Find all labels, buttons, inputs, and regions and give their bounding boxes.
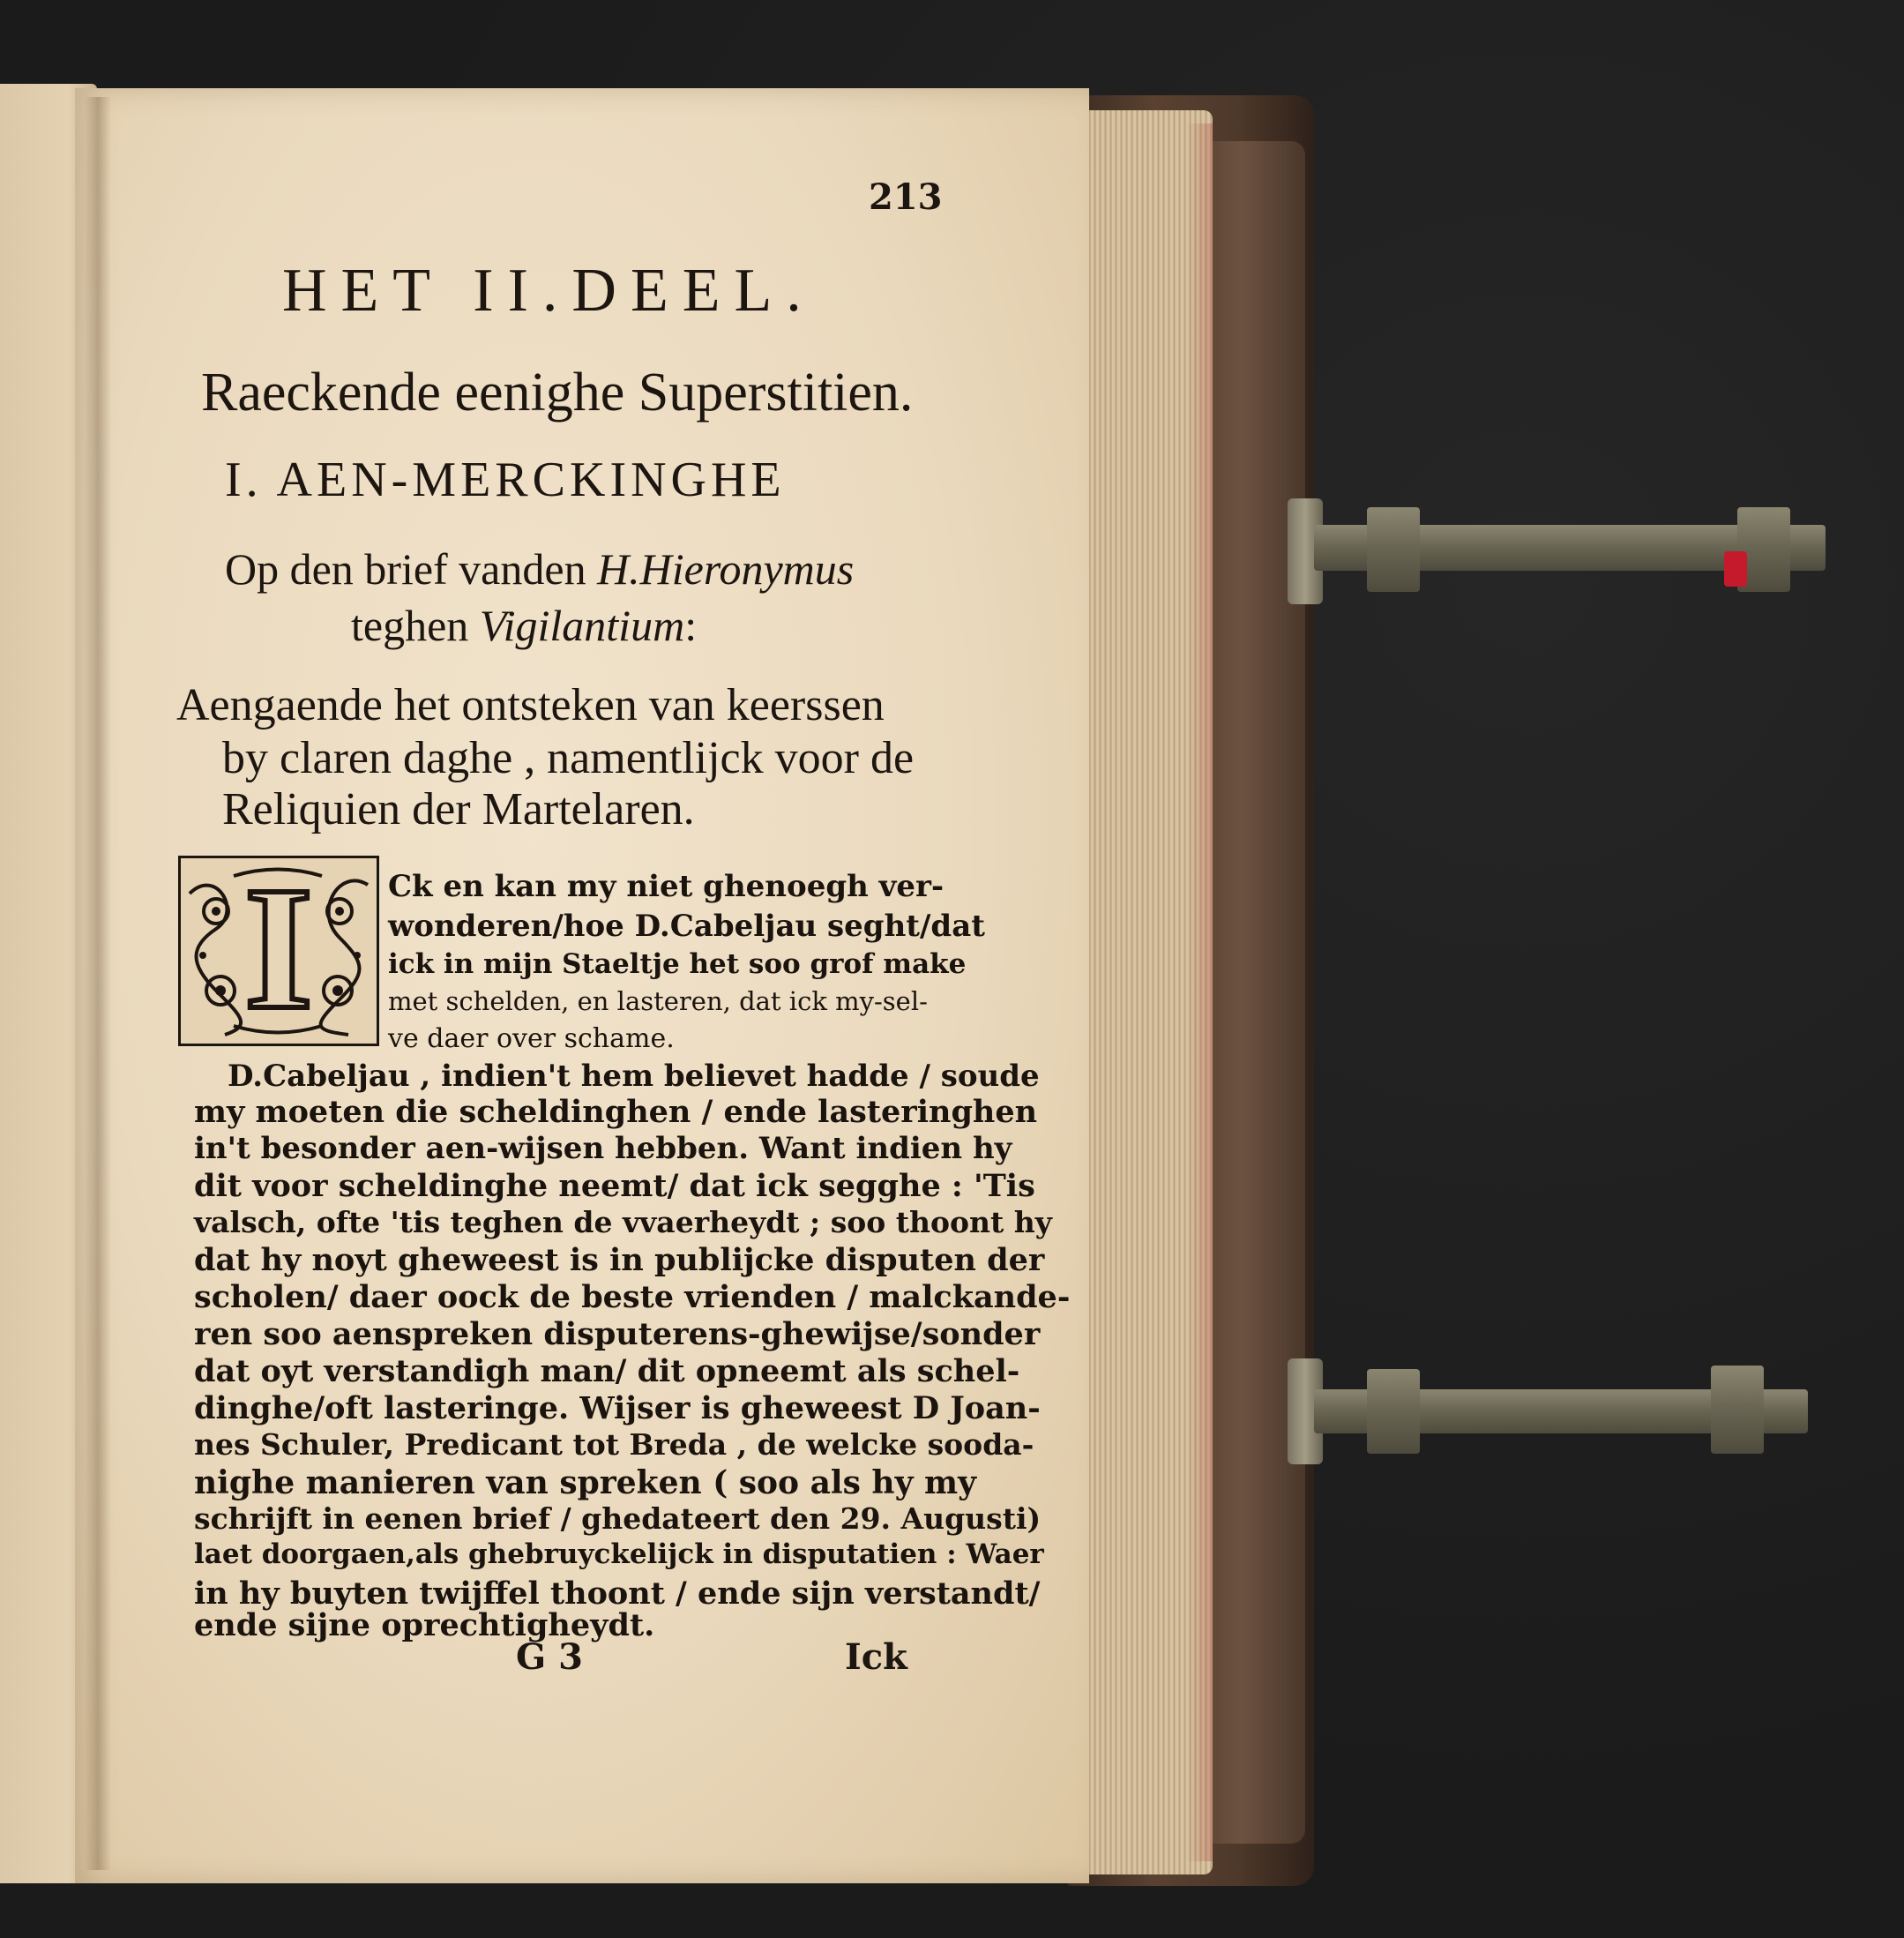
argument-line: Reliquien der Martelaren. <box>222 784 695 834</box>
body-line: in hy buyten twijffel thoont / ende sijn verstandt/ <box>194 1575 1041 1612</box>
catchword: Ick <box>845 1636 907 1678</box>
part-heading: HET II.DEEL. <box>282 257 816 325</box>
lower-clasp-head <box>1711 1366 1764 1454</box>
body-line: dit voor scheldinghe neemt/ dat ick segghe : 'Tis <box>194 1168 1035 1204</box>
body-line: in't besonder aen-wijsen hebben. Want indien hy <box>194 1131 1012 1166</box>
body-line: dat hy noyt gheweest is in publijcke disputen der <box>194 1242 1045 1278</box>
page-gutter <box>85 97 111 1870</box>
letter-title-line-2 <box>351 600 697 651</box>
body-line: ick in mijn Staeltje het soo grof make <box>388 948 967 980</box>
body-line: Ck en kan my niet ghenoegh ver- <box>388 869 945 904</box>
body-line: my moeten die scheldinghen / ende lasteringhen <box>194 1094 1038 1130</box>
body-line: nighe manieren van spreken ( soo als hy my <box>194 1464 977 1501</box>
body-line: ende sijne oprechtigheydt. <box>194 1607 655 1643</box>
page-edge-red-tint <box>1186 123 1213 1861</box>
argument-line: by claren daghe , namentlijck voor de <box>222 733 915 783</box>
vigilantius-name: Vigilantium <box>479 601 685 650</box>
decorated-initial <box>178 851 379 1046</box>
teghen-suffix: : <box>684 601 698 650</box>
body-line: nes Schuler, Predicant tot Breda , de welcke sooda- <box>194 1427 1034 1462</box>
body-line: dinghe/oft lasteringe. Wijser is gheweest D Joan- <box>194 1390 1041 1426</box>
lower-clasp-crossbar <box>1367 1369 1420 1454</box>
signature-mark: G 3 <box>516 1636 583 1678</box>
body-line: schrijft in eenen brief / ghedateert den 29. Augusti) <box>194 1501 1042 1536</box>
upper-clasp[interactable] <box>1288 490 1834 613</box>
upper-clasp-crossbar <box>1367 507 1420 592</box>
book-cover-edge <box>1199 141 1305 1844</box>
body-line: met schelden, en lasteren, dat ick my-sel- <box>388 986 928 1016</box>
body-line: ren soo aenspreken disputerens-ghewijse/sonder <box>194 1316 1041 1352</box>
section-heading: I. AEN-MERCKINGHE <box>225 453 786 507</box>
body-line: dat oyt verstandigh man/ dit opneemt als schel- <box>194 1353 1020 1389</box>
letter-title-line-1 <box>225 543 854 595</box>
lower-clasp[interactable] <box>1288 1350 1817 1473</box>
argument-line: Aengaende het ontsteken van keerssen <box>176 680 885 730</box>
page-number: 213 <box>869 176 943 218</box>
initial-letter: I <box>244 851 313 1046</box>
body-line: valsch, ofte 'tis teghen de vvaerheydt ; soo thoont hy <box>194 1205 1052 1239</box>
teghen-prefix: teghen <box>351 601 480 650</box>
red-mark <box>1724 551 1747 587</box>
part-subtitle: Raeckende eenighe Superstitien. <box>201 363 914 423</box>
body-line: D.Cabeljau , indien't hem believet hadde / soude <box>228 1059 1040 1094</box>
body-line: scholen/ daer oock de beste vrienden / malckande- <box>194 1279 1071 1315</box>
letter-title-prefix: Op den brief vanden <box>225 544 598 594</box>
body-line: wonderen/hoe D.Cabeljau seght/dat <box>388 909 985 944</box>
body-line: ve daer over schame. <box>388 1023 675 1054</box>
letter-author-name: H.Hieronymus <box>597 544 855 594</box>
body-line: laet doorgaen,als ghebruyckelijck in disputatien : Waer <box>194 1538 1044 1570</box>
